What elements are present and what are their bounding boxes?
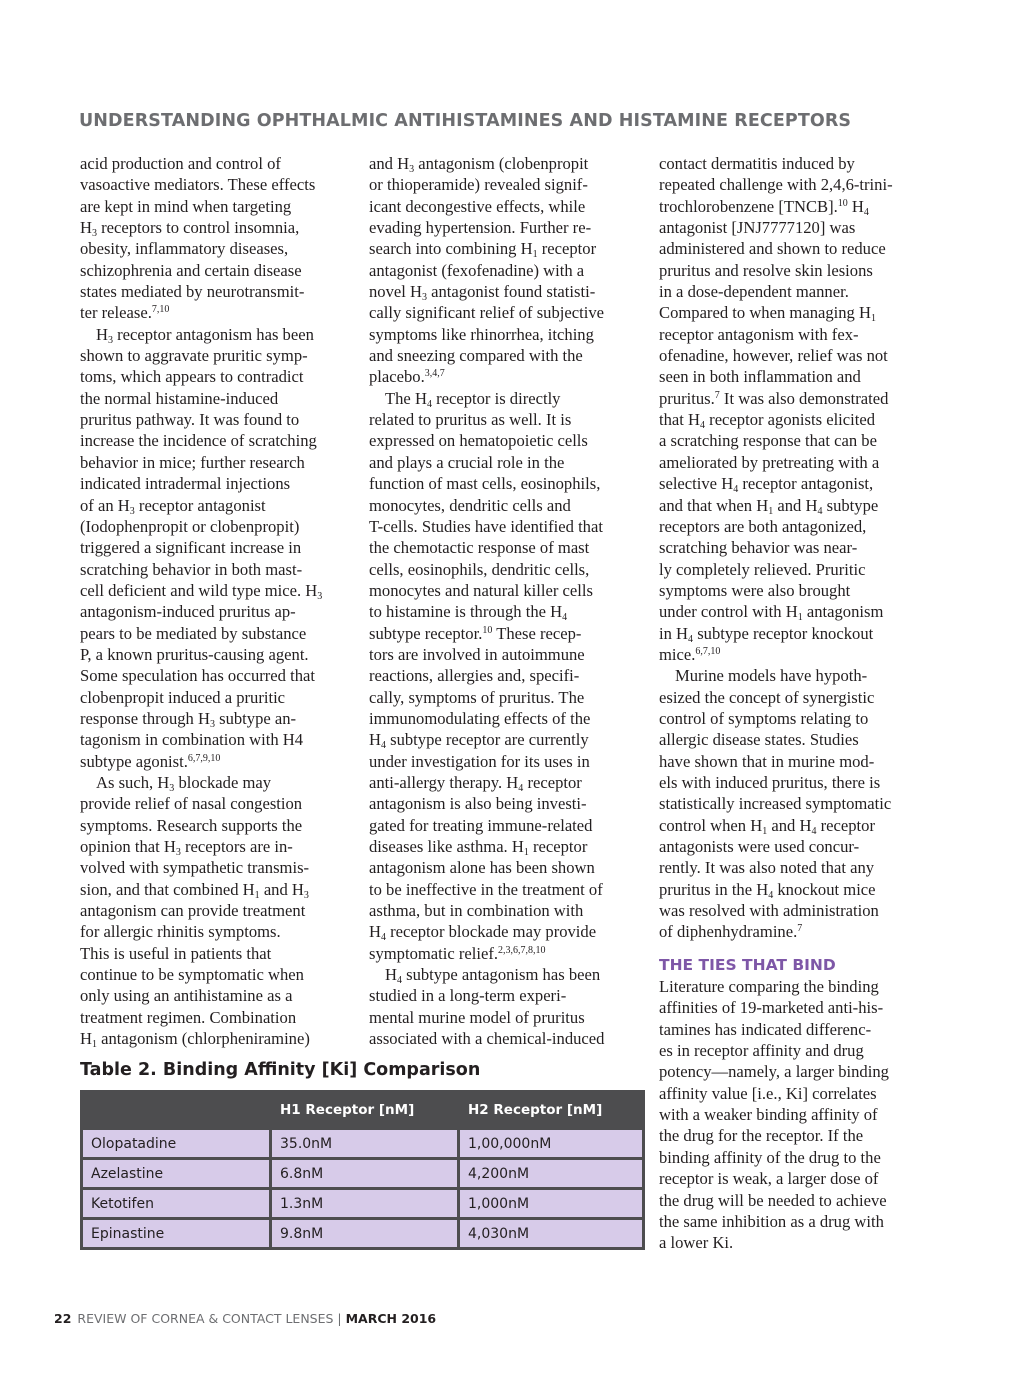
text-line: Some speculation has occurred that <box>80 666 316 686</box>
text-line: subtype receptor.$^{10}$ These recep- <box>369 623 582 643</box>
text-line: monocytes, dendritic cells and <box>369 495 571 515</box>
text-line: antagonist (fexofenadine) with a <box>369 260 585 280</box>
text-line: the normal histamine-induced <box>80 388 279 408</box>
text-line: esized the concept of synergistic <box>659 687 875 707</box>
table-row <box>82 1159 644 1189</box>
text-line: scratching behavior was near- <box>659 538 858 558</box>
text-line: behavior in mice; further research <box>80 452 305 472</box>
text-line: obesity, inflammatory diseases, <box>80 239 289 259</box>
text-line: that $H_4$ receptor agonists elicited <box>659 410 876 432</box>
h2-value-cell: 4,030nM <box>459 1219 644 1249</box>
text-line: for allergic rhinitis symptoms. <box>80 922 281 942</box>
text-line: indicated intradermal injections <box>80 474 291 494</box>
text-line: repeated challenge with 2,4,6-trini- <box>659 175 893 195</box>
text-line: and $H_3$ antagonism (clobenpropit <box>369 154 589 175</box>
text-line: with a weaker binding affinity of <box>659 1105 878 1125</box>
text-line: control of symptoms relating to <box>659 708 869 728</box>
text-line: toms, which appears to contradict <box>80 367 304 387</box>
text-line: Compared to when managing $H_1$ <box>659 303 876 325</box>
text-line: schizophrenia and certain disease <box>80 260 302 280</box>
text-line: cells, eosinophils, dendritic cells, <box>369 559 590 579</box>
text-line: triggered a significant increase in <box>80 538 302 558</box>
text-line: acid production and control of <box>80 154 281 173</box>
text-line: control when $H_1$ and $H_4$ receptor <box>659 815 875 837</box>
text-line: immunomodulating effects of the <box>369 708 591 728</box>
table-header-drug <box>82 1092 271 1129</box>
text-line: reactions, allergies and, specifi- <box>369 666 580 686</box>
text-line: search into combining $H_1$ receptor <box>369 239 597 261</box>
text-line: a lower Ki. <box>659 1233 734 1253</box>
h2-value-cell: 1,00,000nM <box>459 1129 644 1159</box>
text-line: only using an antihistamine as a <box>80 986 293 1006</box>
text-line: receptors are both antagonized, <box>659 516 867 536</box>
table-title: Table 2. Binding Affinity [Ki] Comparison <box>80 1060 481 1080</box>
publication-name: REVIEW OF CORNEA & CONTACT LENSES | <box>77 1311 346 1326</box>
text-line: in $H_4$ subtype receptor knockout <box>659 623 874 645</box>
issue-date: MARCH 2016 <box>345 1311 437 1326</box>
text-line: rently. It was also noted that any <box>659 858 875 878</box>
text-line: continue to be symptomatic when <box>80 965 304 985</box>
text-line: tagonism in combination with H4 <box>80 730 304 750</box>
text-line: ameliorated by pretreating with a <box>659 452 880 472</box>
text-line: receptor antagonism with fex- <box>659 324 859 344</box>
text-line: subtype agonist.$^{6,7,9,10}$ <box>80 751 221 771</box>
text-line: novel $H_3$ antagonist found statisti- <box>369 282 596 304</box>
text-column-1 <box>80 153 352 1049</box>
text-line: and that when $H_1$ and $H_4$ subtype <box>659 495 879 517</box>
text-line: mice.$^{6,7,10}$ <box>659 644 721 664</box>
text-line: antagonist [JNJ7777120] was <box>659 218 856 238</box>
text-line: Literature comparing the binding <box>659 977 879 997</box>
text-line: tors are involved in autoimmune <box>369 644 585 664</box>
text-line: symptomatic relief.$^{2,3,6,7,8,10}$ <box>369 943 546 963</box>
table-row <box>82 1219 644 1249</box>
text-line: (Iodophenpropit or clobenpropit) <box>80 516 300 536</box>
text-line: pruritus in the $H_4$ knockout mice <box>659 879 876 901</box>
text-line: affinity value [i.e., Ki] correlates <box>659 1083 877 1103</box>
text-line: shown to aggravate pruritic symp- <box>80 346 308 366</box>
text-line: or thioperamide) revealed signif- <box>369 175 588 195</box>
text-line: the same inhibition as a drug with <box>659 1211 884 1231</box>
page-number: 22 <box>54 1311 72 1326</box>
section-heading: THE TIES THAT BIND <box>659 955 836 974</box>
h1-value-cell: 35.0nM <box>271 1129 459 1159</box>
text-line: antagonism alone has been shown <box>369 858 595 878</box>
text-line: tamines has indicated differenc- <box>659 1019 872 1039</box>
text-line: associated with a chemical-induced <box>369 1029 605 1049</box>
text-line: $H_4$ receptor blockade may provide <box>369 922 597 944</box>
text-line: Murine models have hypoth- <box>675 666 868 686</box>
text-line: cally, symptoms of pruritus. The <box>369 687 585 707</box>
text-line: opinion that $H_3$ receptors are in- <box>80 837 293 858</box>
text-line: evading hypertension. Further re- <box>369 218 592 238</box>
text-line: mental murine model of pruritus <box>369 1007 585 1027</box>
text-line: was resolved with administration <box>659 901 879 921</box>
text-line: es in receptor affinity and drug <box>659 1041 864 1061</box>
table-header-h1: H1 Receptor [nM] <box>271 1092 459 1129</box>
text-line: increase the incidence of scratching <box>80 431 317 451</box>
drug-name-cell: Ketotifen <box>82 1189 271 1219</box>
text-line: T-cells. Studies have identified that <box>369 516 603 536</box>
text-line: response through $H_3$ subtype an- <box>80 708 297 730</box>
text-line: scratching behavior in both mast- <box>80 559 303 579</box>
text-line: $H_1$ antagonism (chlorpheniramine) <box>80 1029 310 1051</box>
text-line: under control with $H_1$ antagonism <box>659 602 884 624</box>
text-line: are kept in mind when targeting <box>80 196 292 216</box>
text-line: volved with sympathetic transmis- <box>80 858 310 878</box>
text-line: pruritus and resolve skin lesions <box>659 260 873 280</box>
text-line: to histamine is through the $H_4$ <box>369 602 568 624</box>
text-line: ly completely relieved. Pruritic <box>659 559 866 579</box>
table-header-row <box>82 1092 644 1129</box>
text-line: cally significant relief of subjective <box>369 303 604 323</box>
text-line: asthma, but in combination with <box>369 901 584 921</box>
text-line: trochlorobenzene [TNCB].$^{10}$ $H_4$ <box>659 196 869 218</box>
text-line: $H_4$ subtype receptor are currently <box>369 730 589 752</box>
text-line: and sneezing compared with the <box>369 346 583 366</box>
text-line: potency—namely, a larger binding <box>659 1062 889 1082</box>
text-line: statistically increased symptomatic <box>659 794 892 814</box>
text-line: $H_3$ receptors to control insomnia, <box>80 218 300 240</box>
text-line: gated for treating immune-related <box>369 815 593 835</box>
text-line: pruritus pathway. It was found to <box>80 410 300 430</box>
binding-affinity-table <box>80 1090 645 1250</box>
drug-name-cell: Epinastine <box>82 1219 271 1249</box>
text-line: under investigation for its uses in <box>369 751 590 771</box>
text-line: selective $H_4$ receptor antagonist, <box>659 474 874 496</box>
text-line: antagonism can provide treatment <box>80 901 306 921</box>
text-line: symptoms. Research supports the <box>80 815 303 835</box>
text-line: monocytes and natural killer cells <box>369 580 593 600</box>
text-line: a scratching response that can be <box>659 431 877 451</box>
text-line: els with induced pruritus, there is <box>659 772 881 792</box>
text-line: seen in both inflammation and <box>659 367 861 387</box>
text-line: The $H_4$ receptor is directly <box>385 388 561 410</box>
text-line: antagonists were used concur- <box>659 837 860 856</box>
text-line: clobenpropit induced a pruritic <box>80 687 286 707</box>
text-line: symptoms were also brought <box>659 580 851 600</box>
text-line: function of mast cells, eosinophils, <box>369 474 601 494</box>
text-line: icant decongestive effects, while <box>369 196 586 216</box>
text-line: receptor is weak, a larger dose of <box>659 1169 879 1189</box>
text-line: studied in a long-term experi- <box>369 986 567 1006</box>
text-line: treatment regimen. Combination <box>80 1007 297 1027</box>
text-line: sion, and that combined $H_1$ and $H_3$ <box>80 879 309 901</box>
h1-value-cell: 9.8nM <box>271 1219 459 1249</box>
text-line: This is useful in patients that <box>80 943 272 963</box>
text-line: cell deficient and wild type mice. $H_3$ <box>80 580 323 602</box>
text-line: expressed on hematopoietic cells <box>369 431 588 451</box>
text-line: to be ineffective in the treatment of <box>369 879 603 899</box>
text-line: As such, $H_3$ blockade may <box>96 772 272 794</box>
text-line: and plays a crucial role in the <box>369 452 565 472</box>
text-line: of an $H_3$ receptor antagonist <box>80 495 266 517</box>
text-line: anti-allergy therapy. $H_4$ receptor <box>369 772 582 794</box>
text-line: antagonism-induced pruritus ap- <box>80 602 296 622</box>
table-row <box>82 1129 644 1159</box>
text-line: allergic disease states. Studies <box>659 730 859 750</box>
h2-value-cell: 1,000nM <box>459 1189 644 1219</box>
text-line: of diphenhydramine.$^7$ <box>659 922 803 942</box>
text-line: diseases like asthma. $H_1$ receptor <box>369 837 588 858</box>
h2-value-cell: 4,200nM <box>459 1159 644 1189</box>
text-line: affinities of 19-marketed anti-his- <box>659 998 884 1018</box>
text-line: administered and shown to reduce <box>659 239 886 259</box>
drug-name-cell: Olopatadine <box>82 1129 271 1159</box>
h1-value-cell: 1.3nM <box>271 1189 459 1219</box>
text-line: related to pruritus as well. It is <box>369 410 572 430</box>
text-line: states mediated by neurotransmit- <box>80 282 305 302</box>
text-column-2 <box>369 153 644 1049</box>
text-line: $H_3$ receptor antagonism has been <box>96 324 314 346</box>
text-line: ofenadine, however, relief was not <box>659 346 888 366</box>
text-line: placebo.$^{3,4,7}$ <box>369 367 445 387</box>
text-line: the drug for the receptor. If the <box>659 1126 864 1146</box>
page-footer <box>54 1311 436 1326</box>
text-line: antagonism is also being investi- <box>369 794 587 814</box>
text-line: provide relief of nasal congestion <box>80 794 303 814</box>
text-line: $H_4$ subtype antagonism has been <box>385 965 601 987</box>
drug-name-cell: Azelastine <box>82 1159 271 1189</box>
text-line: pears to be mediated by substance <box>80 623 307 643</box>
text-line: the drug will be needed to achieve <box>659 1190 887 1210</box>
text-line: in a dose-dependent manner. <box>659 282 849 302</box>
text-line: symptoms like rhinorrhea, itching <box>369 324 594 344</box>
text-column-3 <box>659 153 931 1254</box>
running-header: UNDERSTANDING OPHTHALMIC ANTIHISTAMINES AND HISTAMINE RECEPTORS <box>79 111 852 131</box>
table-row <box>82 1189 644 1219</box>
text-line: ter release.$^{7,10}$ <box>80 303 170 323</box>
text-line: pruritus.$^7$ It was also demonstrated <box>659 388 889 408</box>
text-line: contact dermatitis induced by <box>659 154 855 173</box>
text-line: the chemotactic response of mast <box>369 538 590 558</box>
text-line: P, a known pruritus-causing agent. <box>80 644 309 664</box>
table-header-h2: H2 Receptor [nM] <box>459 1092 644 1129</box>
h1-value-cell: 6.8nM <box>271 1159 459 1189</box>
text-line: vasoactive mediators. These effects <box>80 175 316 195</box>
text-line: have shown that in murine mod- <box>659 751 875 771</box>
text-line: binding affinity of the drug to the <box>659 1147 881 1167</box>
